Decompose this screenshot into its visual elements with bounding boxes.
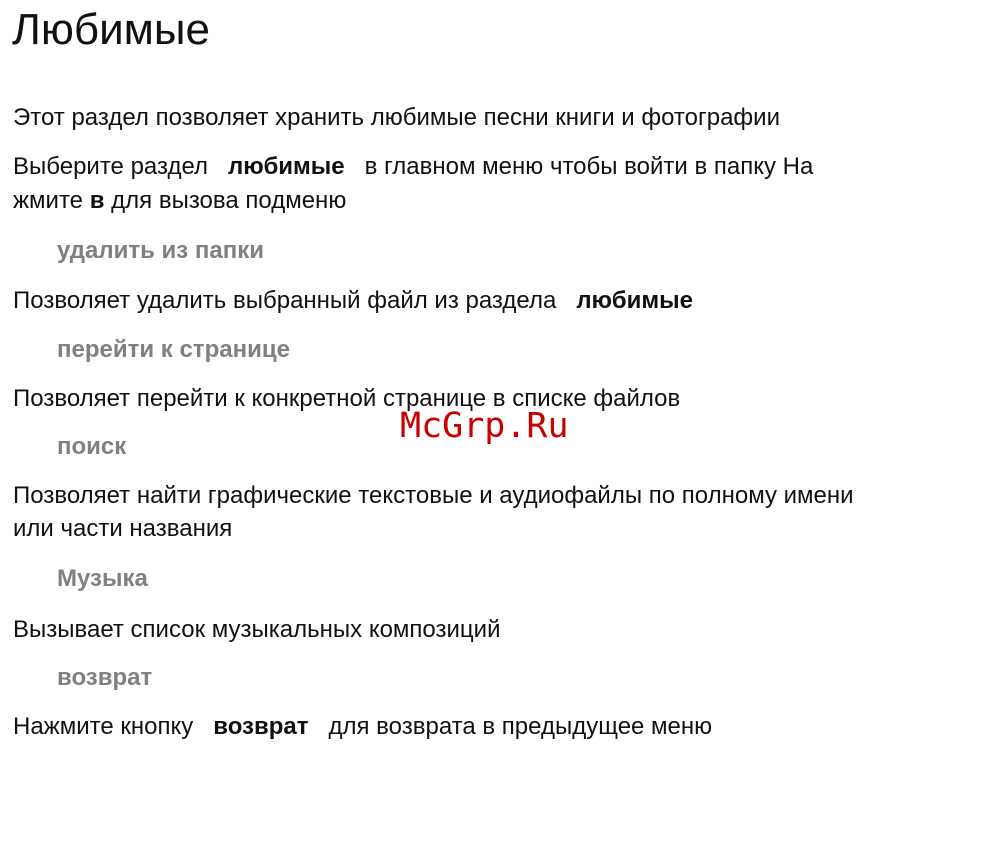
description-delete xyxy=(13,284,693,317)
select-paragraph-line1 xyxy=(13,150,813,183)
select-bold-key: в xyxy=(89,187,105,214)
heading-return: возврат xyxy=(57,664,153,691)
select-text-1: Выберите раздел xyxy=(13,153,209,180)
heading-delete-from-folder: удалить из папки xyxy=(57,237,264,264)
select-paragraph-line2 xyxy=(13,184,346,217)
page-title: Любимые xyxy=(12,5,210,54)
description-music: Вызывает список музыкальных композиций xyxy=(13,616,501,643)
description-delete-text: Позволяет удалить выбранный файл из раздела xyxy=(13,287,557,314)
description-go-to-page: Позволяет перейти к конкретной странице в списке файлов xyxy=(13,385,681,412)
description-return xyxy=(13,710,712,743)
intro-paragraph: Этот раздел позволяет хранить любимые песни книги и фотографии xyxy=(13,104,780,131)
heading-go-to-page: перейти к странице xyxy=(57,336,290,363)
select-bold-favorites: любимые xyxy=(228,153,345,180)
watermark-logo: McGrp.Ru xyxy=(400,406,569,446)
heading-music: Музыка xyxy=(57,565,148,592)
description-search-line1: Позволяет найти графические текстовые и аудиофайлы по полному имени xyxy=(13,482,854,509)
description-delete-bold: любимые xyxy=(576,287,693,314)
select-text-4: для вызова подменю xyxy=(111,187,347,214)
select-text-2: в главном меню чтобы войти в папку На xyxy=(364,153,814,180)
heading-search: поиск xyxy=(57,433,127,460)
description-search-line2: или части названия xyxy=(13,515,233,542)
select-text-3: жмите xyxy=(13,187,84,214)
description-return-text-2: для возврата в предыдущее меню xyxy=(328,713,713,740)
description-return-text-1: Нажмите кнопку xyxy=(13,713,194,740)
description-return-bold: возврат xyxy=(213,713,309,740)
